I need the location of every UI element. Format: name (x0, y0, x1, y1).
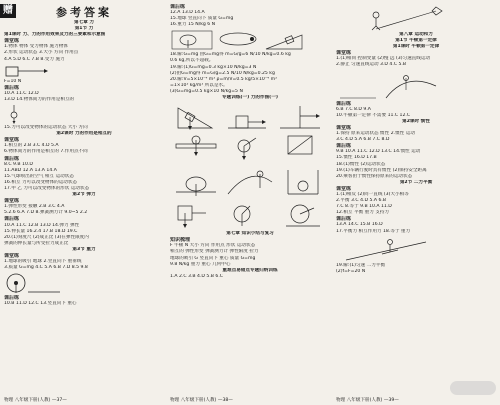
answer-line: 3.C 4.D 5.A 6.B 7.C 8.D (336, 137, 390, 143)
answer-line: 2.静止 匀速直线运动 3.D 4.C 5.B (336, 62, 407, 68)
answer-line: 1.地球的吸引 地球 2.竖直向下 重垂线 (4, 259, 82, 265)
answer-line: 15.气球喷出的空气 相互 运动状态 (4, 173, 74, 179)
answer-line: =1×10³ kg/m³ 所以是水。 (170, 82, 228, 88)
answer-line: 第2课时 力的作用是相互的 (56, 131, 112, 137)
answer-line: 1.(1)相反 (2)同一直线 (3)大小相等 (336, 191, 409, 197)
footer-page-38: 物理 八年级下册(人教) —38— (170, 398, 233, 403)
footer-page-37: 物理 八年级下册(人教) —37— (4, 398, 67, 403)
answer-line: 15.力可以改变物体的运动状态 大小 方向 (4, 125, 88, 131)
answer-line: 课堂练 (4, 198, 20, 205)
answer-line: (2)由G=mg得 m=G/g=2.5 N/10 N/kg=0.25 kg (170, 70, 275, 76)
answer-line: 16.相互 力可以改变物体的运动状态 (4, 179, 78, 185)
column-2 (170, 4, 330, 396)
answer-line: 19.解:(1)G=mg=0.3 kg×10 N/kg=3 N (170, 64, 257, 70)
gravity-diagrams-row (170, 29, 330, 51)
answer-line: 课堂练 (336, 124, 352, 131)
answer-line: 课后练 (336, 216, 352, 223)
answer-line: 2.平衡 3.C 4.D 5.A 6.B (336, 198, 386, 204)
gift-badge: 赠 (0, 4, 16, 18)
answer-line: 10.A 11.C 12.B 13.D 14.弹力 弹性 (4, 222, 80, 228)
answer-line: (3)G=mg=0.5 kg×10 N/kg=5 N (170, 88, 243, 94)
answer-line: 5.2.6 6.A 7.D 8.弹簧测力计 9.0~5 2.2 (4, 210, 88, 216)
answer-line: 20.乘客由于惯性保持原来的运动状态 (336, 173, 413, 179)
answer-line: 6.物体间力的作用是相互的 7.作用点不同 (4, 149, 88, 155)
answer-line: 第八章 运动和力 (399, 32, 433, 37)
answer-line: 20.解:V=5×10⁻⁴ m³ ρ=m/V=0.5 kg/5×10⁻⁴ m³ (170, 76, 277, 82)
force-drawing-exercise-grid (170, 102, 330, 230)
answer-line: 课后练 (4, 155, 20, 162)
answer-line: 课后练 (4, 84, 20, 91)
answer-line: 1.弹性形变 接触 2.B 3.C 4.A (4, 204, 65, 210)
answer-line: 重难点易错点专题归纳训练 (222, 267, 278, 273)
answer-line: 课后练 (336, 100, 352, 107)
answer-line: 1.相互的 2.B 3.C 4.D 5.A (4, 143, 59, 149)
answer-line: 地球的吸引 G 竖直向下 重心 质量 G=mg (170, 255, 256, 261)
answer-line: 课堂练 (4, 253, 20, 259)
answer-line: 3.质量 G=mg 4.C 5.A 6.B 7.D 8.5 9.8 (4, 265, 88, 271)
answer-line: 20.(1)刻度尺 (2)成正比 (3)在弹性限度内 (4, 234, 89, 240)
column-3 (336, 4, 496, 396)
answer-line: 课后练 (170, 4, 186, 10)
answer-line: 0.6 kg,所以不超载。 (170, 58, 214, 64)
answer-line: 课堂练 (4, 38, 20, 45)
column-1 (4, 4, 164, 396)
answer-line: 第1课时 牛顿第一定律 (392, 44, 440, 50)
answer-line: F 牛顿 N 大小 方向 作用点 形状 运动状态 (170, 243, 256, 249)
answer-line: 10.B 11.D 12.C 13.竖直向下 重心 (4, 301, 77, 307)
answer-line: 4.A 5.D 6.C 7.B 8.受力 施力 (4, 56, 65, 62)
answer-line: 第2节 弹力 (72, 192, 96, 198)
answer-line: 课堂练 (336, 185, 352, 192)
answer-line: 相互的 弹性形变 弹簧测力计 弹性限度 拉力 (170, 249, 259, 255)
kite-boy-illustration (336, 5, 496, 31)
ball-trajectory-diagram (336, 70, 496, 100)
answer-line: 16.重力 15 N/kg 6 N (170, 22, 216, 28)
answer-line: 13.D 14.物体间力的作用是相互的 (4, 96, 75, 102)
answer-line: 1.(1)相同 控制变量 (2)慢 远 (3)匀速直线运动 (336, 56, 431, 62)
answer-line: 15.伸长量 16.2.4 17.B 18.D 19.C (4, 228, 78, 234)
answer-line: 1.A 2.C 3.B 4.D 5.B 6.C (170, 273, 223, 279)
answer-line: 课堂练 (336, 50, 352, 57)
answer-line: 第2课时 惯性 (402, 118, 430, 124)
answer-line: 第2节 二力平衡 (399, 179, 433, 185)
answer-line: 19.(1)车辆行驶时具有惯性 (2)保持安全距离 (336, 167, 427, 173)
answer-line: 课后练 (336, 143, 352, 150)
answer-line: 1.物体 物体 受力物体 施力物体 (4, 44, 68, 50)
answer-line: 6.B 7.C 8.D 9.A (336, 106, 371, 112)
footer-page-39: 物理 八年级下册(人教) —39— (336, 398, 399, 403)
answer-line: 课堂练 (4, 137, 20, 144)
answer-line: 8.C 9.B 10.D (4, 161, 33, 167)
answer-line: F=10 N (4, 78, 22, 84)
answer-line: 12.A 13.D 14.A (170, 10, 205, 16)
answer-line: 知识梳理 (170, 237, 191, 244)
answer-line: 专题训练(一) 力的作图(一) (222, 95, 278, 101)
answer-line: 15.地球 竖直向下 质量 G=mg (170, 16, 234, 22)
answer-line: 第七章 知识小结与复习 (226, 231, 274, 237)
answer-line: 第七章 力 (74, 20, 94, 25)
answer-line: 课后练 (4, 295, 20, 302)
answer-line: 第1节 牛顿第一定律 (395, 38, 437, 44)
answer-line: 课后练 (4, 216, 20, 223)
answer-line: 弹簧的伸长量与所受拉力成正比 (4, 240, 69, 246)
force-diagram-box (4, 64, 164, 78)
answer-line: 10.A 11.C 12.D (4, 90, 39, 96)
answer-line: 12.相互 平衡 重力 支持力 (336, 210, 390, 216)
watermark-logo (450, 381, 496, 395)
answer-line: 15.惯性 16.D 17.B (336, 155, 377, 161)
answer-line: 10.牛顿第一定律 不需要 11.C 12.C (336, 112, 411, 118)
answer-line: 2.形状 运动状态 3.大小 方向 作用点 (4, 50, 79, 56)
answer-line: 9.8 N/kg 重力 重心 几何中心 (170, 261, 231, 267)
answer-line: 第1节 力 (74, 26, 94, 32)
skier-slope-diagram (336, 236, 496, 262)
answer-line: 7.C 8.等于 9.B 10.A 11.D (336, 204, 392, 210)
answer-line: 18.(1)惯性 (2)运动状态 (336, 161, 386, 167)
answer-line: 18.解:G=mg 由G=mg得 m=G/g=6 N/10 N/kg=0.6 kg (170, 52, 291, 58)
answer-line: 11.ABD 12.A 13.A 14.A (4, 167, 57, 173)
answer-line: 1.保持 原来运动状态 惯性 2.惯性 运动 (336, 131, 415, 137)
wheel-gravity-diagram (4, 272, 164, 294)
answer-line: 19.解:(1)匀速 二力平衡 (336, 262, 385, 268)
force-diagram-hanging (4, 104, 164, 124)
page-title: 参考答案 (56, 6, 112, 19)
answer-line: 13.A 14.C 15.B 16.D (336, 222, 383, 228)
answer-line: 第1课时 力、力的作用效果及力的三要素和示意图 (4, 32, 106, 38)
answer-line: 17.平衡力 相互作用力 18.等于 重力 (336, 228, 411, 234)
answer-line: (2)f=F=20 N (336, 268, 366, 274)
answer-line: 第3节 重力 (72, 246, 96, 252)
answer-line: 17.甲 乙 力可以改变物体的形状 运动状态 (4, 185, 90, 191)
answer-line: 9.B 10.A 11.C 12.D 13.C 14.惯性 运动 (336, 149, 421, 155)
